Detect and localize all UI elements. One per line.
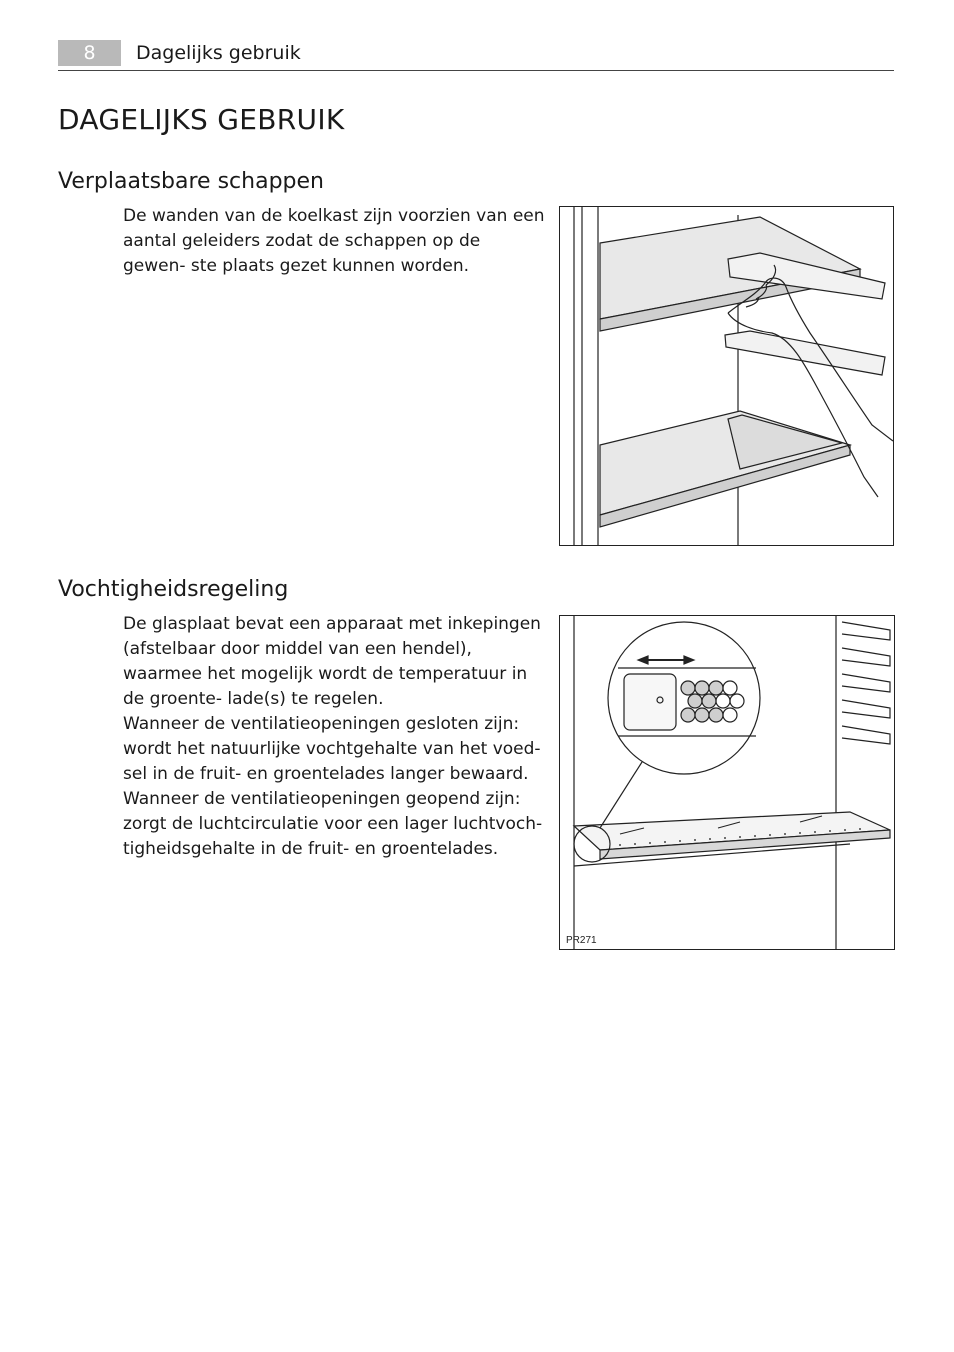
running-header: Dagelijks gebruik — [136, 42, 301, 64]
header-divider — [58, 70, 894, 71]
figure-code-label: PR271 — [566, 935, 597, 946]
shelves-paragraph: De wanden van de koelkast zijn voorzien van een aantal geleiders zodat de schappen op de gewen- ste plaats gezet kunnen worden. — [123, 206, 545, 276]
humidity-paragraph-2: Wanneer de ventilatieopeningen gesloten zijn: wordt het natuurlijke vochtgehalte van het voed- sel in de fruit- en groentelades langer bewaard. — [123, 714, 541, 784]
page-number: 8 — [83, 42, 96, 64]
humidity-paragraph-3: Wanneer de ventilatieopeningen geopend zijn: zorgt de luchtcirculatie voor een lager luchtvoch- tigheidsgehalte in de fruit- en groentelades. — [123, 789, 543, 859]
humidity-slider-illustration — [560, 616, 894, 949]
shelves-figure — [559, 206, 894, 546]
humidity-figure — [559, 615, 895, 950]
hand-moving-shelf-illustration — [560, 207, 893, 545]
section-heading-humidity: Vochtigheidsregeling — [58, 577, 289, 602]
humidity-paragraph-1: De glasplaat bevat een apparaat met inkepingen (afstelbaar door middel van een hendel), waarmee het mogelijk wordt de temperatuur in de groente- lade(s) te regelen. — [123, 614, 541, 709]
section-heading-shelves: Verplaatsbare schappen — [58, 169, 324, 194]
page-number-tab — [58, 40, 121, 66]
page-title: DAGELIJKS GEBRUIK — [58, 103, 345, 136]
